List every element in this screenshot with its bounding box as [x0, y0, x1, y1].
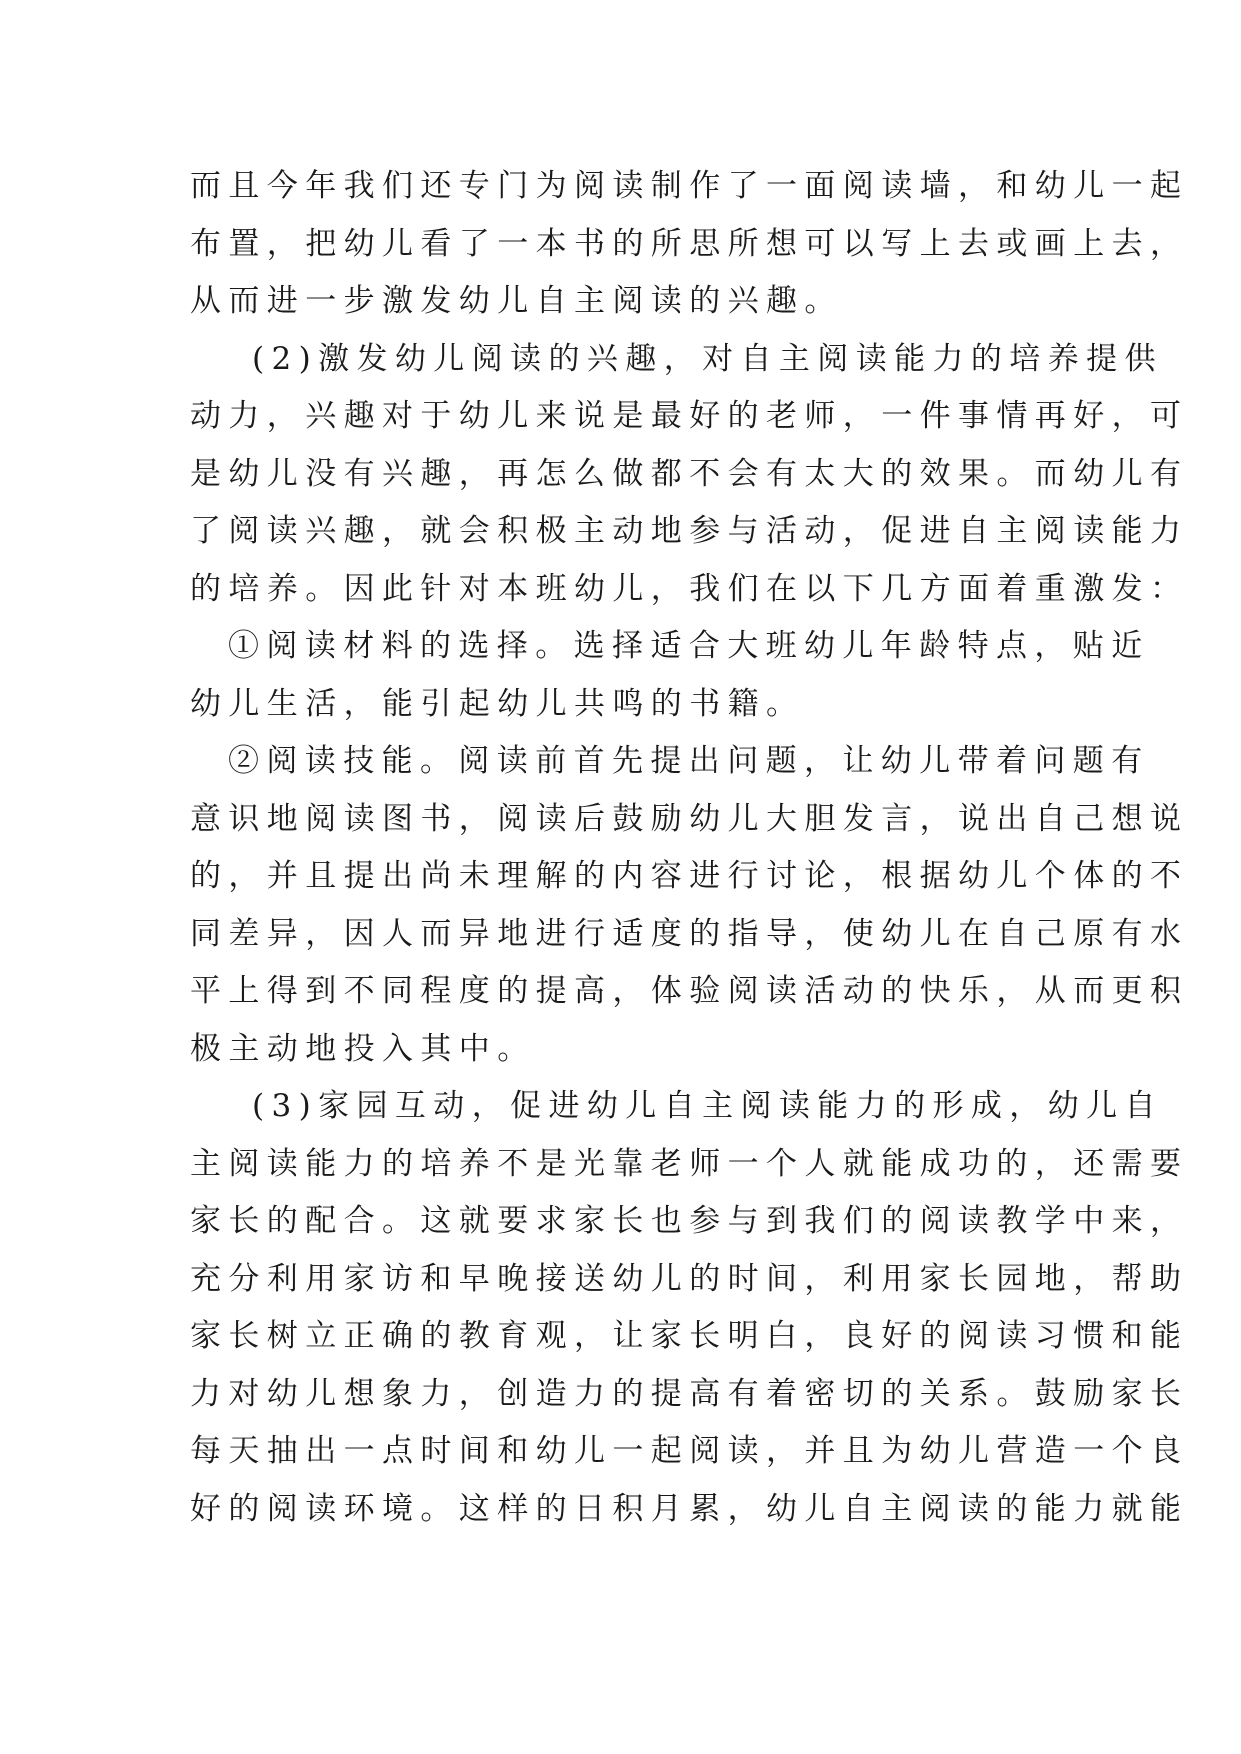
text-line-19: 家长的配合。这就要求家长也参与到我们的阅读教学中来，: [190, 1203, 1189, 1239]
text-line-17: (3)家园互动，促进幼儿自主阅读能力的形成，幼儿自: [252, 1088, 1163, 1124]
text-line-14: 同差异，因人而异地进行适度的指导，使幼儿在自己原有水: [190, 915, 1189, 952]
text-line-6: 是幼儿没有兴趣，再怎么做都不会有太大的效果。而幼儿有: [190, 455, 1189, 492]
text-line-1: 而且今年我们还专门为阅读制作了一面阅读墙，和幼儿一起: [190, 168, 1189, 204]
body-text: [190, 158, 1189, 1538]
text-line-7: 了阅读兴趣，就会积极主动地参与活动，促进自主阅读能力: [190, 513, 1189, 549]
text-line-5: 动力，兴趣对于幼儿来说是最好的老师，一件事情再好，可: [190, 398, 1189, 434]
text-line-21: 家长树立正确的教育观，让家长明白，良好的阅读习惯和能: [190, 1318, 1189, 1354]
text-line-10: 幼儿生活，能引起幼儿共鸣的书籍。: [190, 685, 805, 722]
text-line-2: 布置，把幼儿看了一本书的所思所想可以写上去或画上去，: [190, 225, 1189, 262]
text-line-12: 意识地阅读图书，阅读后鼓励幼儿大胆发言，说出自己想说: [190, 800, 1189, 837]
text-line-8: 的培养。因此针对本班幼儿，我们在以下几方面着重激发：: [190, 570, 1189, 607]
text-line-16: 极主动地投入其中。: [190, 1030, 536, 1067]
text-line-3: 从而进一步激发幼儿自主阅读的兴趣。: [190, 283, 843, 319]
text-line-23: 每天抽出一点时间和幼儿一起阅读，并且为幼儿营造一个良: [190, 1433, 1189, 1469]
text-line-11: ②阅读技能。阅读前首先提出问题，让幼儿带着问题有: [228, 743, 1150, 779]
text-line-15: 平上得到不同程度的提高，体验阅读活动的快乐，从而更积: [190, 973, 1189, 1009]
text-line-24: 好的阅读环境。这样的日积月累，幼儿自主阅读的能力就能: [190, 1490, 1189, 1527]
text-line-4: (2)激发幼儿阅读的兴趣，对自主阅读能力的培养提供: [252, 340, 1163, 377]
text-line-18: 主阅读能力的培养不是光靠老师一个人就能成功的，还需要: [190, 1145, 1189, 1182]
text-line-20: 充分利用家访和早晚接送幼儿的时间，利用家长园地，帮助: [190, 1260, 1189, 1297]
text-line-9: ①阅读材料的选择。选择适合大班幼儿年龄特点，贴近: [228, 628, 1150, 664]
text-line-22: 力对幼儿想象力，创造力的提高有着密切的关系。鼓励家长: [190, 1375, 1189, 1412]
text-line-13: 的，并且提出尚未理解的内容进行讨论，根据幼儿个体的不: [190, 858, 1189, 894]
